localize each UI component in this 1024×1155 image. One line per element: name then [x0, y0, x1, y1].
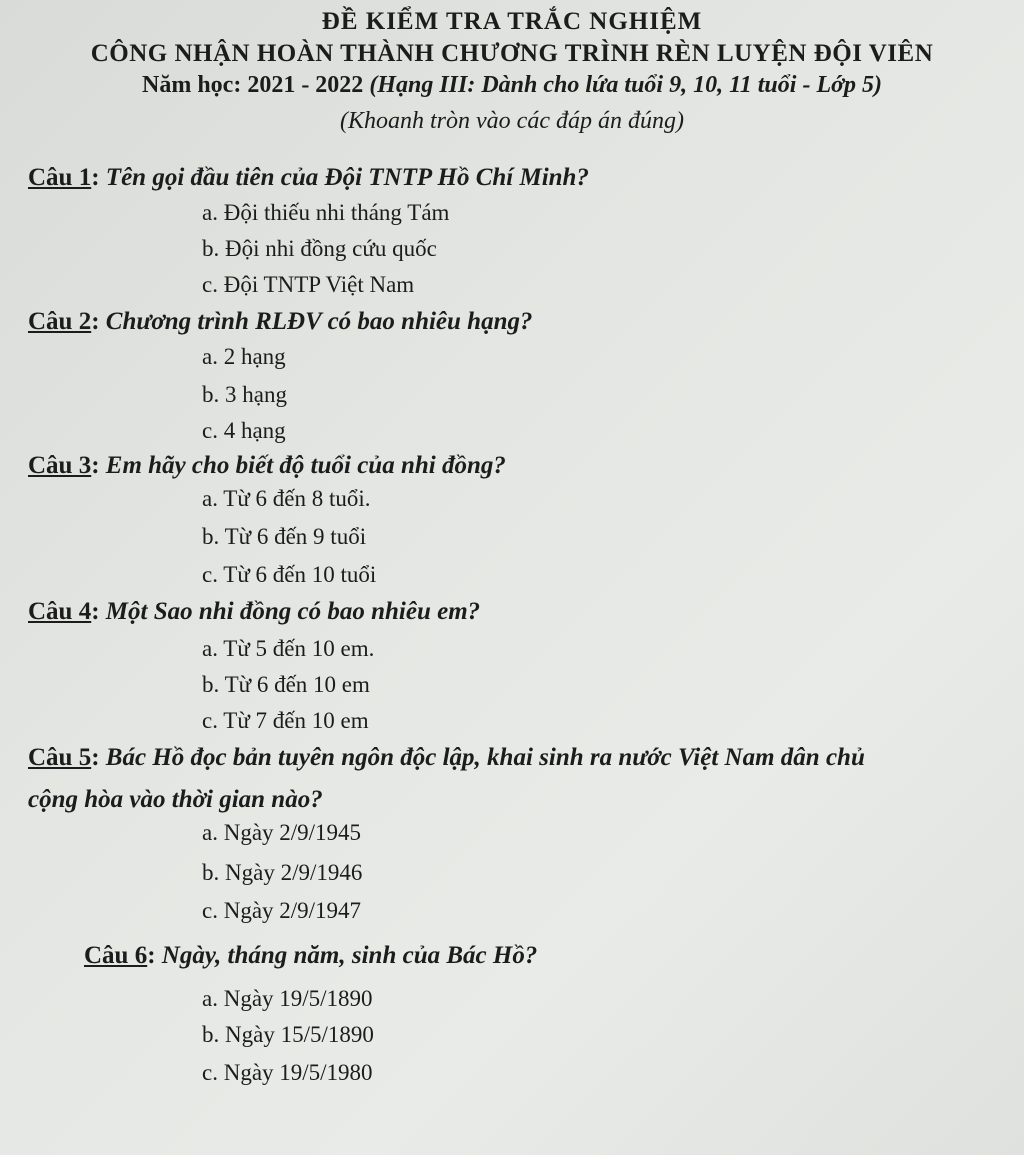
question-1-option-a[interactable]: a. Đội thiếu nhi tháng Tám [202, 200, 450, 225]
question-3-label: Câu 3 [28, 452, 92, 479]
question-5-text: Bác Hồ đọc bản tuyên ngôn độc lập, khai sinh ra nước Việt Nam dân chủ [105, 744, 865, 771]
exam-title: ĐỀ KIỂM TRA TRẮC NGHIỆM [321, 8, 703, 35]
question-1: Câu 1: Tên gọi đầu tiên của Đội TNTP Hồ Chí Minh? [28, 164, 589, 191]
question-3-option-b[interactable]: b. Từ 6 đến 9 tuổi [202, 524, 367, 549]
question-2-text: Chương trình RLĐV có bao nhiêu hạng? [105, 308, 533, 335]
rank-note: (Hạng III: Dành cho lứa tuổi 9, 10, 11 tuổi - Lớp 5) [369, 72, 882, 98]
question-2: Câu 2: Chương trình RLĐV có bao nhiêu hạng? [28, 308, 533, 335]
school-year-label: Năm học: 2021 - 2022 [142, 72, 364, 98]
question-4-label: Câu 4 [28, 598, 92, 625]
question-6-option-c[interactable]: c. Ngày 19/5/1980 [202, 1060, 373, 1085]
question-5-option-c[interactable]: c. Ngày 2/9/1947 [202, 898, 362, 923]
question-5-option-b[interactable]: b. Ngày 2/9/1946 [202, 860, 363, 885]
question-1-option-c[interactable]: c. Đội TNTP Việt Nam [202, 272, 415, 297]
question-5-text-continued: cộng hòa vào thời gian nào? [28, 786, 323, 813]
question-2-option-b[interactable]: b. 3 hạng [202, 382, 287, 407]
question-6-label: Câu 6 [84, 942, 148, 969]
question-2-option-c[interactable]: c. 4 hạng [202, 418, 286, 443]
question-5-option-a[interactable]: a. Ngày 2/9/1945 [202, 820, 362, 845]
question-3-option-c[interactable]: c. Từ 6 đến 10 tuổi [202, 562, 377, 587]
question-1-label: Câu 1 [28, 164, 92, 191]
school-year-line [0, 72, 1024, 99]
question-2-label: Câu 2 [28, 308, 92, 335]
question-4: Câu 4: Một Sao nhi đồng có bao nhiêu em? [28, 598, 481, 625]
question-1-option-b[interactable]: b. Đội nhi đồng cứu quốc [202, 236, 437, 261]
question-2-option-a[interactable]: a. 2 hạng [202, 344, 286, 369]
question-5-label: Câu 5 [28, 744, 92, 771]
question-3-option-a[interactable]: a. Từ 6 đến 8 tuổi. [202, 486, 371, 511]
question-4-text: Một Sao nhi đồng có bao nhiêu em? [105, 598, 481, 625]
exam-subtitle: CÔNG NHẬN HOÀN THÀNH CHƯƠNG TRÌNH RÈN LUYỆN ĐỘI VIÊN [90, 40, 934, 67]
question-5: Câu 5: Bác Hồ đọc bản tuyên ngôn độc lập, khai sinh ra nước Việt Nam dân chủ [28, 744, 865, 771]
question-6: Câu 6: Ngày, tháng năm, sinh của Bác Hồ? [84, 942, 538, 969]
question-6-option-b[interactable]: b. Ngày 15/5/1890 [202, 1022, 374, 1047]
instruction: (Khoanh tròn vào các đáp án đúng) [340, 108, 684, 134]
question-1-text: Tên gọi đầu tiên của Đội TNTP Hồ Chí Minh? [105, 164, 589, 191]
question-3: Câu 3: Em hãy cho biết độ tuổi của nhi đồng? [28, 452, 506, 479]
question-4-option-c[interactable]: c. Từ 7 đến 10 em [202, 708, 369, 733]
question-6-option-a[interactable]: a. Ngày 19/5/1890 [202, 986, 373, 1011]
question-3-text: Em hãy cho biết độ tuổi của nhi đồng? [105, 452, 506, 479]
question-6-text: Ngày, tháng năm, sinh của Bác Hồ? [161, 942, 538, 969]
question-4-option-b[interactable]: b. Từ 6 đến 10 em [202, 672, 370, 697]
question-4-option-a[interactable]: a. Từ 5 đến 10 em. [202, 636, 375, 661]
